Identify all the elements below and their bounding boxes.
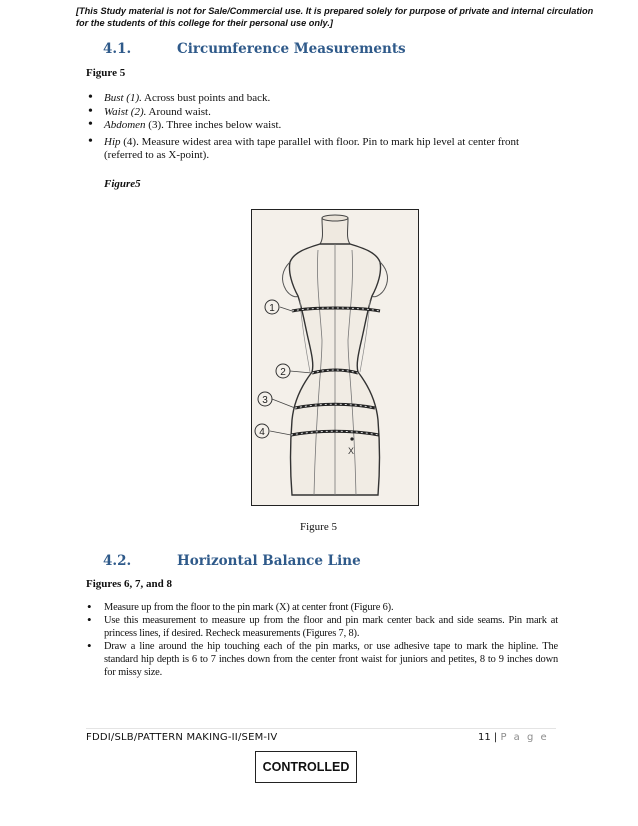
measurement-list [86,92,556,163]
item-term: Abdomen [104,119,146,131]
section-heading-4-1 [103,41,406,57]
list-item: • Draw a line around the hip touching each of the pin marks, or use adhesive tape to mark the hipline. The standard hip depth is 6 to 7 inches down from the center front waist for juniors and petites, 8 to 9 inches down for missy size. [86,640,558,679]
disclaimer-text: [This Study material is not for Sale/Commercial use. It is prepared solely for purpose of private and internal circulation for the students of this college for their personal use only.] [76,6,594,28]
figure-label: Figure5 [104,178,141,190]
section-number: 4.1. [103,41,132,57]
figure-caption: Figure 5 [300,521,337,533]
section-heading-4-2 [103,553,361,569]
item-text: (4). Measure widest area with tape parallel with floor. Pin to mark hip level at center front (referred to as X-point). [104,135,520,161]
marker-2-label: 2 [280,367,286,378]
section-number: 4.2. [103,553,132,569]
footer-page [478,732,549,743]
list-item: • Use this measurement to measure up from the floor and pin mark center back and side seams. Pin mark at princess lines, if desired. Recheck measurements (Figures 7, 8). [86,614,558,640]
section-title: Horizontal Balance Line [177,553,361,569]
item-term: Bust (1). [104,92,142,104]
item-term: Hip [104,135,121,148]
page-word: P a g e [500,732,549,743]
figure-reference: Figures 6, 7, and 8 [86,578,172,590]
list-item [86,92,556,106]
dress-form-drawing [252,210,418,505]
marker-1-label: 1 [269,303,275,314]
list-item [86,106,556,120]
page-number: 11 [478,732,491,743]
list-item [86,119,556,133]
section-title: Circumference Measurements [177,41,406,57]
controlled-stamp: CONTROLLED [255,751,357,783]
balance-line-steps [86,601,558,679]
item-term: Waist (2). [104,105,147,118]
footer-course-code: FDDI/SLB/PATTERN MAKING-II/SEM-IV [86,732,278,743]
footer-divider [86,728,556,729]
list-item [86,136,556,163]
x-point-label: X [348,446,355,456]
dress-form-figure [251,209,419,506]
marker-3-label: 3 [262,395,268,406]
page-separator: | [490,732,501,743]
item-text: Across bust points and back. [141,92,271,104]
item-text: (3). Three inches below waist. [145,119,282,131]
figure-reference: Figure 5 [86,67,126,79]
marker-4-label: 4 [259,427,265,438]
list-item: • Measure up from the floor to the pin mark (X) at center front (Figure 6). [86,601,558,614]
item-text: Around waist. [146,105,211,118]
